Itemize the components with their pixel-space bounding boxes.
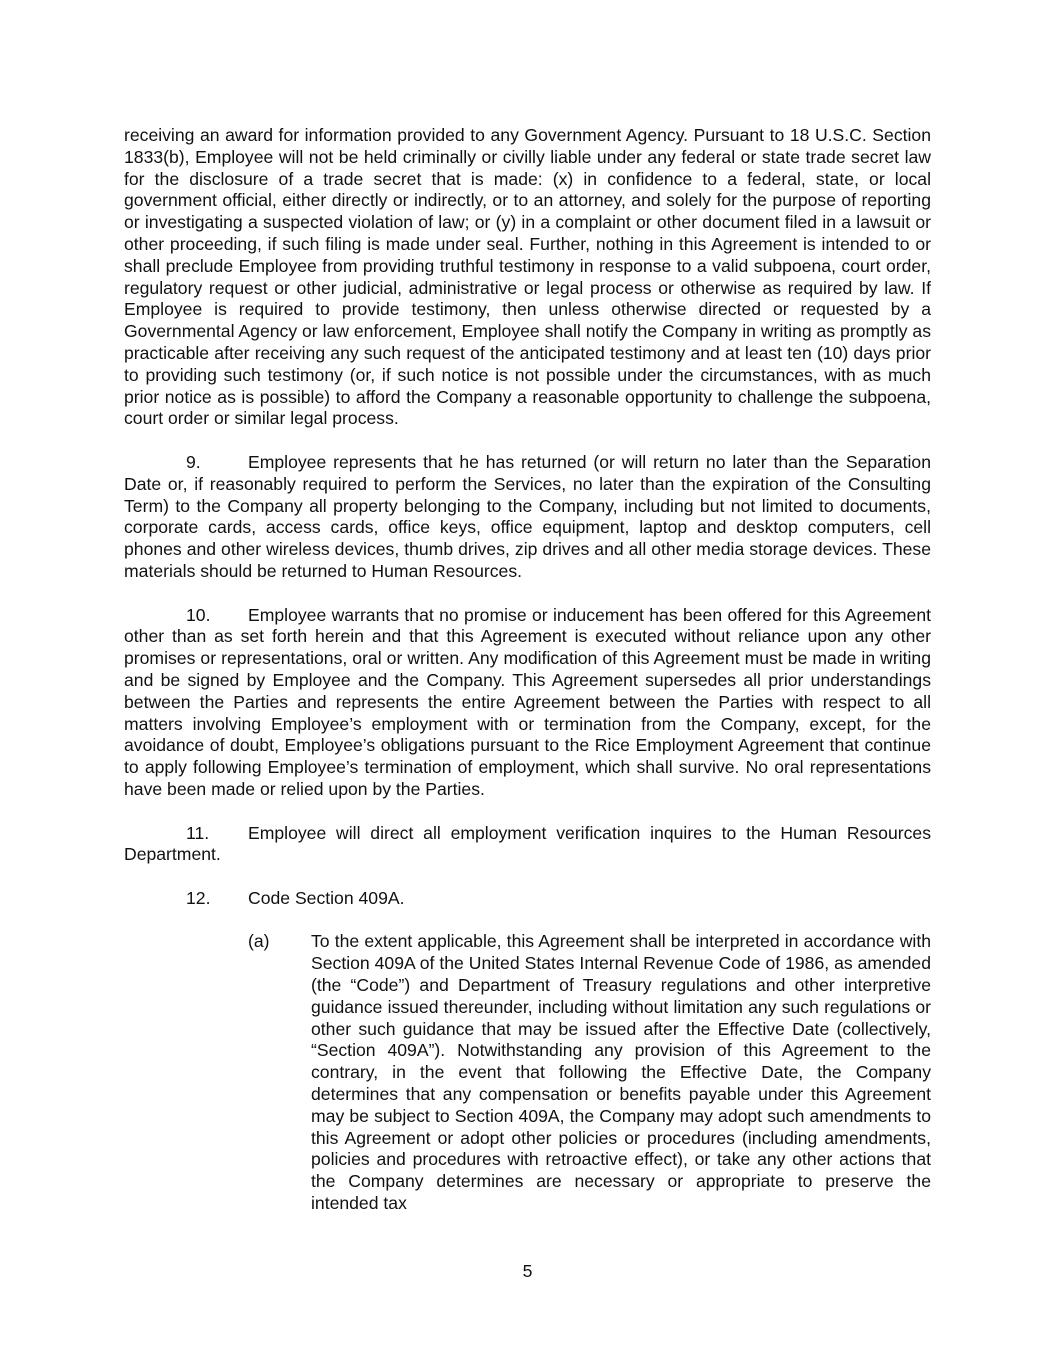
section-12-subsection-a <box>248 931 931 1214</box>
section-number: 12. <box>186 887 211 908</box>
continuation-paragraph: receiving an award for information provided to any Government Agency. Pursuant to 18 U.S.C. Section 1833(b), Employee will not be held criminally or civilly liable under any federal or state trade secret law for the disclosure of a trade secret that is made: (x) in confidence to a federal, state, or local government official, either directly or indirectly, or to an attorney, and solely for the purpose of reporting or investigating a suspected violation of law; or (y) in a complaint or other document filed in a lawsuit or other proceeding, if such filing is made under seal. Further, nothing in this Agreement is intended to or shall preclude Employee from providing truthful testimony in response to a valid subpoena, court order, regulatory request or other judicial, administrative or legal process or otherwise as required by law. If Employee is required to provide testimony, then unless otherwise directed or requested by a Governmental Agency or law enforcement, Employee shall notify the Company in writing as promptly as practicable after receiving any such request of the anticipated testimony and at least ten (10) days prior to providing such testimony (or, if such notice is not possible under the circumstances, with as much prior notice as is possible) to afford the Company a reasonable opportunity to challenge the subpoena, court order or similar legal process. <box>124 125 931 429</box>
section-12-heading <box>186 888 931 910</box>
page-number: 5 <box>522 1261 533 1281</box>
subsection-text: To the extent applicable, this Agreement shall be interpreted in accordance with Section 409A of the United States Internal Revenue Code of 1986, as amended (the “Code”) and Department of Treasury regulations and other interpretive guidance issued thereunder, including without limitation any such regulations or other such guidance that may be issued after the Effective Date (collectively, “Section 409A”). Notwithstanding any provision of this Agreement to the contrary, in the event that following the Effective Date, the Company determines that any compensation or benefits payable under this Agreement may be subject to Section 409A, the Company may adopt such amendments to this Agreement or adopt other policies or procedures (including amendments, policies and procedures with retroactive effect), or take any other actions that the Company determines are necessary or appropriate to preserve the intended tax <box>311 931 931 1214</box>
section-number: 10. <box>186 604 211 625</box>
section-text: Employee represents that he has returned (or will return no later than the Separation Date or, if reasonably required to perform the Services, no later than the expiration of the Consulting Term) to the Company all property belonging to the Company, including but not limited to documents, corporate cards, access cards, office keys, office equipment, laptop and desktop computers, cell phones and other wireless devices, thumb drives, zip drives and all other media storage devices. These materials should be returned to Human Resources. <box>124 451 931 581</box>
section-number: 11. <box>186 822 210 843</box>
section-9 <box>124 452 931 583</box>
section-number: 9. <box>186 451 201 472</box>
document-page <box>124 125 931 1215</box>
section-text: Employee will direct all employment verification inquires to the Human Resources Department. <box>124 822 931 865</box>
subsection-label: (a) <box>248 931 270 952</box>
section-heading: Code Section 409A. <box>248 887 405 908</box>
section-10 <box>124 605 931 801</box>
section-11 <box>124 823 931 867</box>
section-text: Employee warrants that no promise or inducement has been offered for this Agreement other than as set forth herein and that this Agreement is executed without reliance upon any other promises or representations, oral or written. Any modification of this Agreement must be made in writing and be signed by Employee and the Company. This Agreement supersedes all prior understandings between the Parties and represents the entire Agreement between the Parties with respect to all matters involving Employee’s employment with or termination from the Company, except, for the avoidance of doubt, Employee’s obligations pursuant to the Rice Employment Agreement that continue to apply following Employee’s termination of employment, which shall survive. No oral representations have been made or relied upon by the Parties. <box>124 604 931 799</box>
